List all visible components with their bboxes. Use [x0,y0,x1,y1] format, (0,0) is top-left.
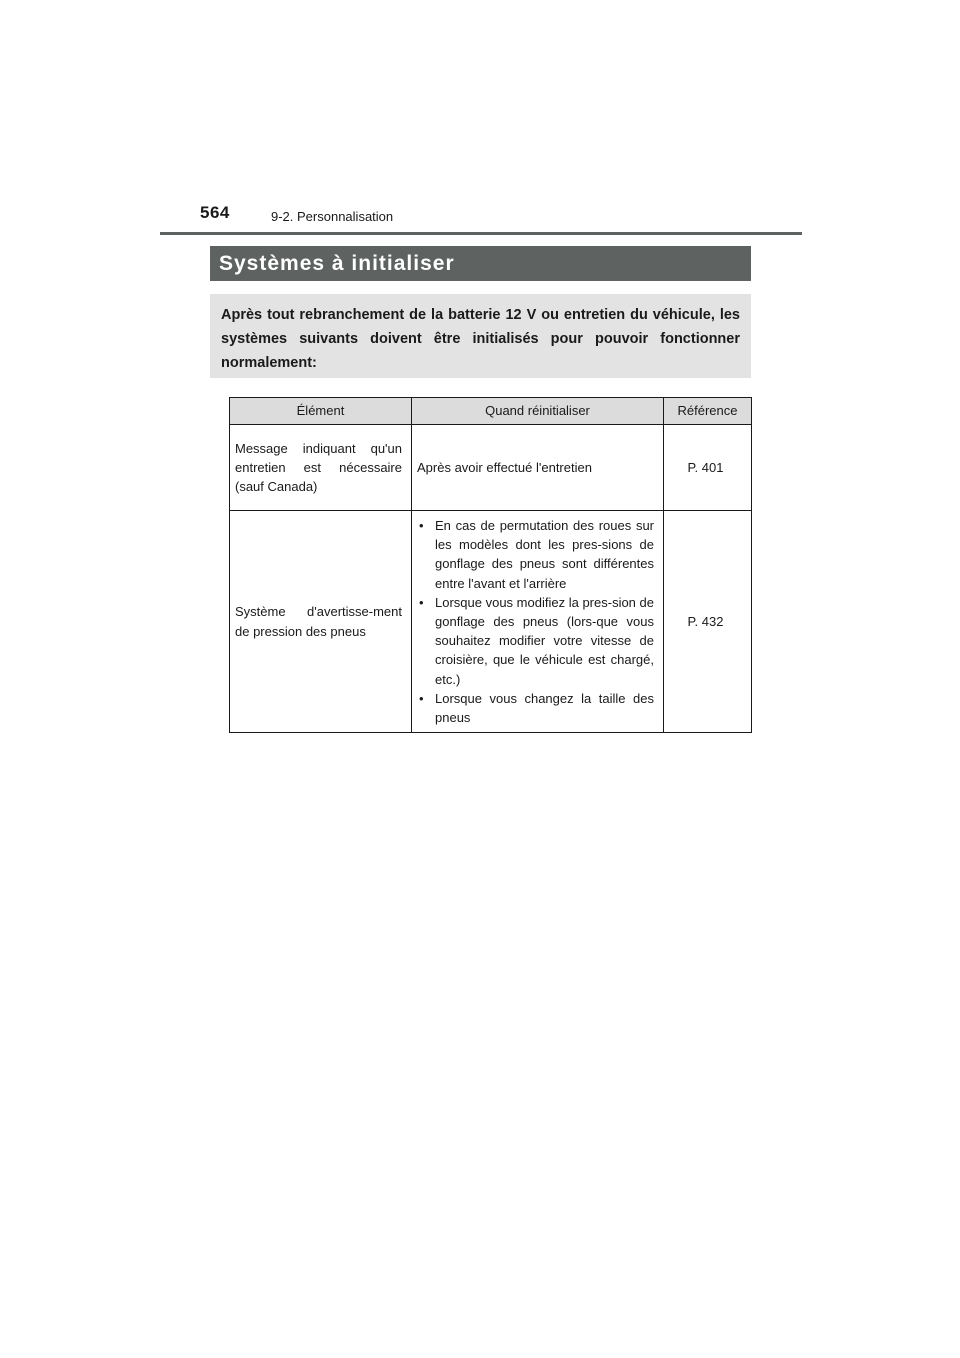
section-title: Systèmes à initialiser [219,252,455,275]
section-path: 9-2. Personnalisation [271,209,394,224]
reference-cell: P. 401 [664,425,752,511]
item-cell: Système d'avertisse-ment de pression des pneus [230,511,412,733]
page-number: 564 [200,203,230,222]
list-item [417,593,654,689]
when-cell [412,511,664,733]
column-header-when: Quand réinitialiser [412,398,664,425]
list-item-text: En cas de permutation des roues sur les modèles dont les pres-sions de gonflage des pneus sont différentes entre l'avant et l'arrière [435,518,654,591]
bullet-list [417,516,654,727]
item-cell: Message indiquant qu'un entretien est nécessaire (sauf Canada) [230,425,412,511]
section-title-bar [210,246,751,281]
list-item [417,689,654,727]
reference-cell: P. 432 [664,511,752,733]
column-header-item: Élément [230,398,412,425]
systems-table [229,397,752,733]
header-rule [160,232,802,235]
intro-box [210,294,751,378]
intro-text: Après tout rebranchement de la batterie 12 V ou entretien du véhicule, les systèmes suivants doivent être initialisés pour pouvoir fonctionner normalement: [221,307,740,371]
table-row [230,425,752,511]
table-row [230,511,752,733]
list-item-text: Lorsque vous modifiez la pres-sion de gonflage des pneus (lors-que vous souhaitez modifier votre vitesse de croisière, que le véhicule est chargé, etc.) [435,594,654,687]
bullet-glyph: • [419,518,424,533]
column-header-reference: Référence [664,398,752,425]
bullet-glyph: • [419,594,424,610]
table-header-row [230,398,752,425]
bullet-glyph: • [419,690,424,706]
list-item [417,516,654,593]
list-item-text: Lorsque vous changez la taille des pneus [435,690,654,726]
when-cell: Après avoir effectué l'entretien [412,425,664,511]
